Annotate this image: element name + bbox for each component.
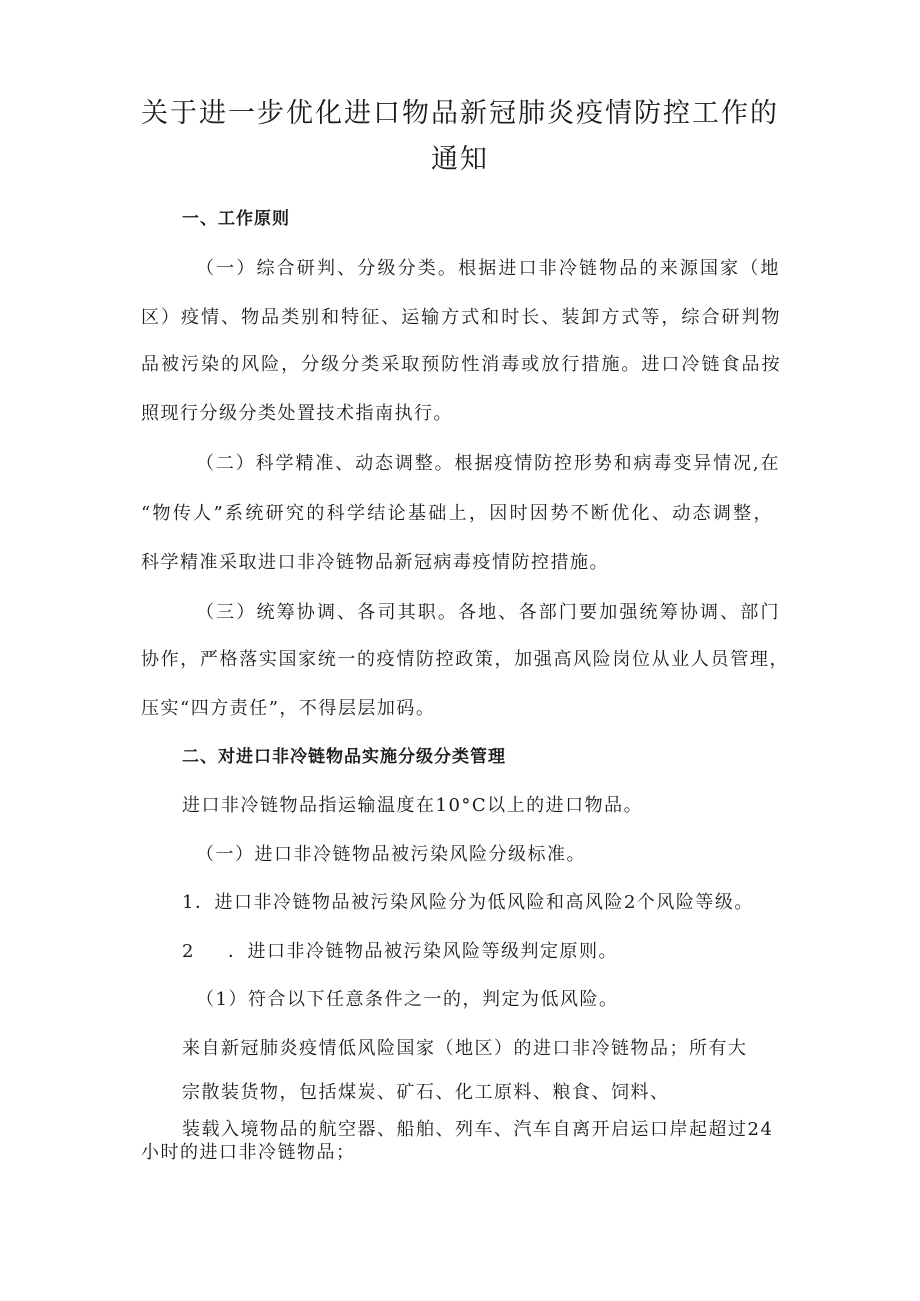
paragraph-1-line-4: 照现行分级分类处置技术指南执行。 <box>141 403 453 424</box>
paragraph-2-line-2: “物传人”系统研究的科学结论基础上，因时因势不断优化、动态调整， <box>141 503 773 524</box>
low-risk-condition-heading: （1）符合以下任意条件之一的，判定为低风险。 <box>196 989 619 1010</box>
paragraph-2-line-1: （二）科学精准、动态调整。根据疫情防控形势和病毒变异情况,在 <box>196 453 780 474</box>
paragraph-3-line-1: （三）统筹协调、各司其职。各地、各部门要加强统筹协调、部门 <box>196 602 780 623</box>
low-risk-line-4: 小时的进口非冷链物品； <box>141 1142 356 1163</box>
paragraph-3-line-3: 压实“四方责任”，不得层层加码。 <box>141 698 436 719</box>
subsection-1-heading: （一）进口非冷链物品被污染风险分级标准。 <box>196 844 586 865</box>
paragraph-3-line-2: 协作，严格落实国家统一的疫情防控政策，加强高风险岗位从业人员管理， <box>141 649 789 670</box>
document-title-line-1: 关于进一步优化进口物品新冠肺炎疫情防控工作的 <box>141 98 779 129</box>
list-item-2-number: 2 <box>182 941 195 962</box>
low-risk-line-1: 来自新冠肺炎疫情低风险国家（地区）的进口非冷链物品；所有大 <box>182 1038 748 1059</box>
definition-text: 进口非冷链物品指运输温度在10°C以上的进口物品。 <box>182 795 644 816</box>
document-title-line-2: 通知 <box>431 144 489 175</box>
low-risk-line-3: 装载入境物品的航空器、船舶、列车、汽车自离开启运口岸起超过24 <box>182 1119 774 1140</box>
list-item-2-text: ．进口非冷链物品被污染风险等级判定原则。 <box>228 941 618 962</box>
section-heading-principles: 一、工作原则 <box>182 209 290 229</box>
paragraph-1-line-3: 品被污染的风险，分级分类采取预防性消毒或放行措施。进口冷链食品按 <box>141 354 781 375</box>
list-item-1: 1．进口非冷链物品被污染风险分为低风险和高风险2个风险等级。 <box>182 892 754 913</box>
paragraph-1-line-1: （一）综合研判、分级分类。根据进口非冷链物品的来源国家（地 <box>196 258 780 279</box>
low-risk-line-2: 宗散装货物，包括煤炭、矿石、化工原料、粮食、饲料、 <box>182 1082 670 1103</box>
paragraph-2-line-3: 科学精准采取进口非冷链物品新冠病毒疫情防控措施。 <box>141 552 609 573</box>
paragraph-1-line-2: 区）疫情、物品类别和特征、运输方式和时长、装卸方式等，综合研判物 <box>141 307 781 328</box>
section-heading-classification: 二、对进口非冷链物品实施分级分类管理 <box>182 747 506 767</box>
